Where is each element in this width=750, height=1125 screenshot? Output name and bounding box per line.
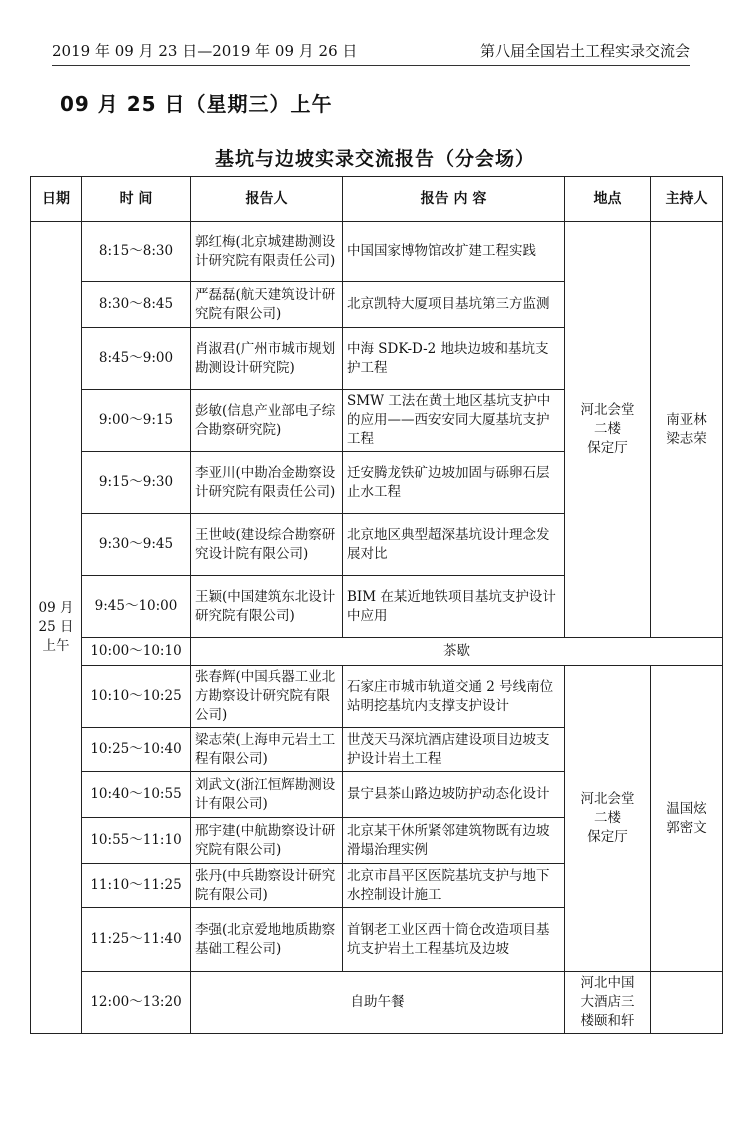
- table-row: [31, 222, 723, 282]
- content-cell: BIM 在某近地铁项目基坑支护设计中应用: [343, 576, 565, 638]
- venue-cell: [565, 972, 651, 1034]
- venue-line: 楼颐和轩: [580, 1013, 635, 1029]
- time-cell: 8:45～9:00: [82, 328, 191, 390]
- table-row: [31, 638, 723, 666]
- content-cell: 北京市昌平区医院基坑支护与地下水控制设计施工: [343, 864, 565, 908]
- host-cell: [651, 222, 723, 638]
- column-header-content: 报告 内 容: [343, 177, 565, 222]
- time-cell: 10:00～10:10: [82, 638, 191, 666]
- host-cell: [651, 666, 723, 972]
- time-cell: 9:45～10:00: [82, 576, 191, 638]
- column-header-date: 日期: [31, 177, 82, 222]
- session-title: 基坑与边坡实录交流报告（分会场）: [214, 148, 535, 170]
- time-cell: 8:15～8:30: [82, 222, 191, 282]
- content-cell: 石家庄市城市轨道交通 2 号线南位站明挖基坑内支撑支护设计: [343, 666, 565, 728]
- content-cell: 北京凯特大厦项目基坑第三方监测: [343, 282, 565, 328]
- content-cell: 世茂天马深坑酒店建设项目边坡支护设计岩土工程: [343, 728, 565, 772]
- venue-line: 保定厅: [587, 829, 628, 845]
- venue-line: 河北会堂: [580, 791, 635, 807]
- time-cell: 9:00～9:15: [82, 390, 191, 452]
- schedule-table: [30, 176, 723, 1034]
- speaker-cell: 严磊磊(航天建筑设计研究院有限公司): [191, 282, 343, 328]
- date-cell-line: 09 月: [38, 600, 74, 616]
- speaker-cell: 王颖(中国建筑东北设计研究院有限公司): [191, 576, 343, 638]
- venue-line: 二楼: [594, 421, 621, 437]
- time-cell: 9:30～9:45: [82, 514, 191, 576]
- header-date-range: 2019 年 09 月 23 日—2019 年 09 月 26 日: [52, 42, 358, 60]
- host-cell: [651, 972, 723, 1034]
- day-title: 09 月 25 日（星期三）上午: [60, 92, 333, 116]
- venue-cell: [565, 222, 651, 638]
- host-line: 郭密文: [666, 819, 707, 836]
- speaker-cell: 邢宇建(中航勘察设计研究院有限公司): [191, 818, 343, 864]
- time-cell: 10:40～10:55: [82, 772, 191, 818]
- time-cell: 12:00～13:20: [82, 972, 191, 1034]
- content-cell: SMW 工法在黄土地区基坑支护中的应用——西安安同大厦基坑支护工程: [343, 390, 565, 452]
- time-cell: 10:25～10:40: [82, 728, 191, 772]
- speaker-cell: 李亚川(中勘冶金勘察设计研究院有限责任公司): [191, 452, 343, 514]
- speaker-cell: 张丹(中兵勘察设计研究院有限公司): [191, 864, 343, 908]
- content-cell: 首钢老工业区西十筒仓改造项目基坑支护岩土工程基坑及边坡: [343, 908, 565, 972]
- time-cell: 8:30～8:45: [82, 282, 191, 328]
- date-cell: [31, 222, 82, 1034]
- speaker-cell: 梁志荣(上海申元岩土工程有限公司): [191, 728, 343, 772]
- host-line: 温国炫: [666, 800, 707, 817]
- time-cell: 11:10～11:25: [82, 864, 191, 908]
- time-cell: 9:15～9:30: [82, 452, 191, 514]
- content-cell: 迁安腾龙铁矿边坡加固与砾卵石层止水工程: [343, 452, 565, 514]
- time-cell: 10:55～11:10: [82, 818, 191, 864]
- lunch-label: 自助午餐: [191, 972, 565, 1034]
- content-cell: 北京某干休所紧邻建筑物既有边坡滑塌治理实例: [343, 818, 565, 864]
- column-header-host: 主持人: [651, 177, 723, 222]
- speaker-cell: 张春辉(中国兵器工业北方勘察设计研究院有限公司): [191, 666, 343, 728]
- speaker-cell: 郭红梅(北京城建勘测设计研究院有限责任公司): [191, 222, 343, 282]
- venue-line: 二楼: [594, 810, 621, 826]
- table-row: [31, 972, 723, 1034]
- venue-line: 河北会堂: [580, 402, 635, 418]
- column-header-time: 时 间: [82, 177, 191, 222]
- content-cell: 景宁县茶山路边坡防护动态化设计: [343, 772, 565, 818]
- host-line: 梁志荣: [666, 430, 707, 447]
- column-header-speaker: 报告人: [191, 177, 343, 222]
- column-header-venue: 地点: [565, 177, 651, 222]
- venue-line: 保定厅: [587, 440, 628, 456]
- time-cell: 11:25～11:40: [82, 908, 191, 972]
- speaker-cell: 王世岐(建设综合勘察研究设计院有限公司): [191, 514, 343, 576]
- venue-line: 河北中国: [580, 975, 635, 991]
- content-cell: 北京地区典型超深基坑设计理念发展对比: [343, 514, 565, 576]
- speaker-cell: 李强(北京爱地地质勘察基础工程公司): [191, 908, 343, 972]
- host-line: 南亚林: [666, 411, 707, 428]
- content-cell: 中海 SDK-D-2 地块边坡和基坑支护工程: [343, 328, 565, 390]
- table-row: [31, 666, 723, 728]
- date-cell-line: 上午: [42, 638, 70, 654]
- break-label: 茶歇: [191, 638, 723, 666]
- content-cell: 中国国家博物馆改扩建工程实践: [343, 222, 565, 282]
- speaker-cell: 彭敏(信息产业部电子综合勘察研究院): [191, 390, 343, 452]
- date-cell-line: 25 日: [38, 619, 74, 635]
- page-header: [52, 38, 690, 66]
- speaker-cell: 肖淑君(广州市城市规划勘测设计研究院): [191, 328, 343, 390]
- venue-cell: [565, 666, 651, 972]
- table-header-row: [31, 177, 723, 222]
- venue-line: 大酒店三: [580, 994, 635, 1010]
- header-conference-name: 第八届全国岩土工程实录交流会: [479, 42, 690, 60]
- speaker-cell: 刘武文(浙江恒辉勘测设计有限公司): [191, 772, 343, 818]
- time-cell: 10:10～10:25: [82, 666, 191, 728]
